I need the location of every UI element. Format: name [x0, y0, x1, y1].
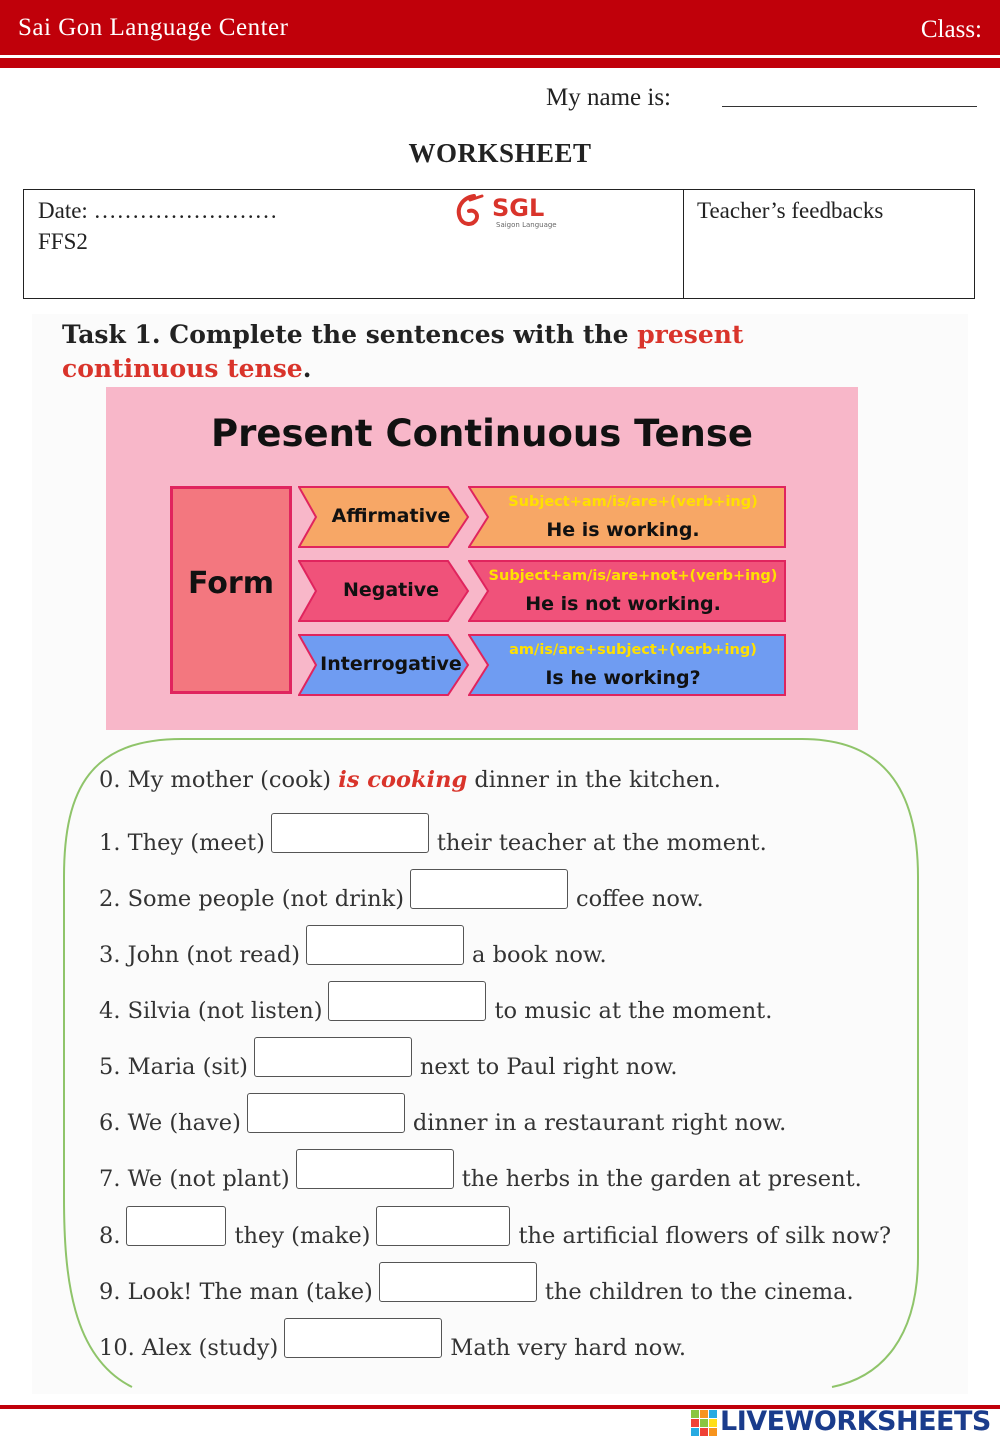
- grammar-chart-title: Present Continuous Tense: [211, 412, 753, 455]
- logo-subtext: Saigon Language: [496, 221, 557, 229]
- item-continuation: next to Paul right now.: [419, 1054, 678, 1080]
- answer-input-8[interactable]: [126, 1206, 226, 1246]
- answer-input-9[interactable]: [379, 1262, 537, 1302]
- liveworksheets-icon: [691, 1410, 717, 1436]
- item-continuation: coffee now.: [575, 886, 704, 912]
- sgl-logo: [452, 192, 562, 232]
- item-continuation: a book now.: [472, 942, 607, 968]
- item-prompt: 2. Some people (not drink): [99, 886, 404, 912]
- class-label: Class:: [920, 16, 982, 43]
- item-prompt: 7. We (not plant): [99, 1166, 290, 1192]
- item-prompt: 10. Alex (study): [99, 1335, 279, 1361]
- item-continuation: the herbs in the garden at present.: [461, 1166, 862, 1192]
- exercise-item-2: [99, 879, 704, 919]
- answer-input-8[interactable]: [376, 1206, 510, 1246]
- exercise-item-1: [99, 823, 767, 863]
- example-after: dinner in the kitchen.: [467, 767, 721, 793]
- item-prompt: 3. John (not read): [99, 942, 300, 968]
- task-title: [62, 318, 822, 386]
- example-interrogative: Is he working?: [545, 667, 701, 689]
- answer-input-4[interactable]: [328, 981, 486, 1021]
- exercise-item-3: [99, 935, 607, 975]
- logo-text: SGL: [492, 194, 545, 222]
- item-prompt: 8.: [99, 1223, 121, 1249]
- teacher-feedback-label: Teacher’s feedbacks: [697, 198, 884, 223]
- form-label-interrogative: Interrogative: [320, 653, 462, 675]
- exercise-item-6: [99, 1103, 786, 1143]
- item-prompt: 1. They (meet): [99, 830, 265, 856]
- exercise-item-9: [99, 1272, 854, 1312]
- form-label-affirmative: Affirmative: [331, 505, 451, 527]
- item-middle: they (make): [234, 1223, 371, 1249]
- item-continuation: the artificial flowers of silk now?: [518, 1223, 892, 1249]
- info-table-divider: [683, 189, 684, 299]
- answer-input-3[interactable]: [306, 925, 464, 965]
- item-continuation: Math very hard now.: [450, 1335, 687, 1361]
- liveworksheets-brand: LIVEWORKSHEETS: [720, 1406, 991, 1437]
- task-title-highlight: present continuous tense: [62, 320, 744, 383]
- exercise-item-7: [99, 1159, 862, 1199]
- header-underline: [0, 58, 1000, 68]
- item-prompt: 5. Maria (sit): [99, 1054, 248, 1080]
- item-prompt: 9. Look! The man (take): [99, 1279, 373, 1305]
- date-label: Date: ……………………: [38, 198, 278, 223]
- form-label-negative: Negative: [342, 579, 440, 601]
- example-negative: He is not working.: [525, 593, 721, 615]
- task-title-end: .: [302, 354, 312, 383]
- exercise-item-10: [99, 1328, 686, 1368]
- item-continuation: their teacher at the moment.: [436, 830, 767, 856]
- task-title-text: Task 1. Complete the sentences with the: [62, 320, 638, 349]
- example-affirmative: He is working.: [546, 519, 700, 541]
- item-continuation: dinner in a restaurant right now.: [412, 1110, 787, 1136]
- item-prompt: 4. Silvia (not listen): [99, 998, 323, 1024]
- formula-negative: Subject+am/is/are+not+(verb+ing): [488, 568, 778, 584]
- answer-input-2[interactable]: [410, 869, 568, 909]
- answer-input-1[interactable]: [271, 813, 429, 853]
- exercise-item-8: [99, 1216, 891, 1256]
- example-before: 0. My mother (cook): [99, 767, 339, 793]
- item-continuation: the children to the cinema.: [544, 1279, 854, 1305]
- answer-input-7[interactable]: [296, 1149, 454, 1189]
- name-line: [722, 106, 977, 107]
- form-label: Form: [188, 566, 274, 601]
- answer-input-10[interactable]: [284, 1318, 442, 1358]
- item-prompt: 6. We (have): [99, 1110, 241, 1136]
- answer-input-6[interactable]: [247, 1093, 405, 1133]
- name-label: My name is:: [546, 84, 671, 111]
- example-sentence: [99, 767, 721, 793]
- class-code: FFS2: [38, 229, 88, 254]
- exercise-item-4: [99, 991, 772, 1031]
- example-answer: is cooking: [338, 767, 468, 793]
- formula-affirmative: Subject+am/is/are+(verb+ing): [508, 494, 758, 510]
- worksheet-title: WORKSHEET: [408, 138, 592, 168]
- item-continuation: to music at the moment.: [494, 998, 773, 1024]
- center-name: Sai Gon Language Center: [18, 14, 289, 41]
- formula-interrogative: am/is/are+subject+(verb+ing): [509, 642, 757, 658]
- answer-input-5[interactable]: [254, 1037, 412, 1077]
- exercise-item-5: [99, 1047, 678, 1087]
